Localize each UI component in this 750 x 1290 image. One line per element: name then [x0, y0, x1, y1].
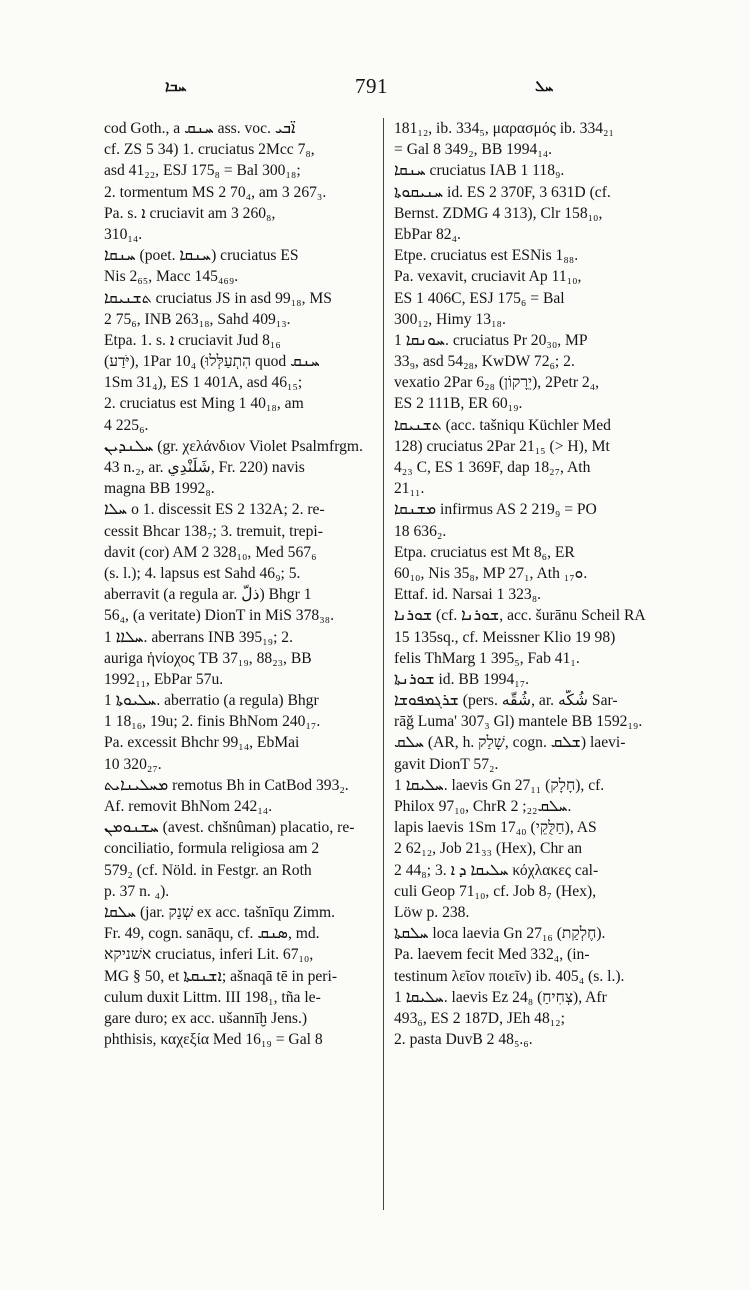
- text-line: 181₁₂, ib. 334₅, μαρασμός ib. 334₂₁: [394, 120, 614, 137]
- text-line: cod Goth., a ܚܢܩ ass. voc. ܐ̈ܒܝ: [104, 120, 296, 137]
- text-line: ܬܫܢܝܩܐ (acc. tašniqu Küchler Med: [394, 416, 611, 434]
- text-line: culi Geop 71₁₀, cf. Job 8₇ (Hex),: [394, 882, 597, 900]
- text-line: culum duxit Littm. III 198₁, tña le-: [104, 988, 321, 1006]
- text-line: 15 135sq., cf. Meissner Klio 19 98): [394, 628, 616, 646]
- text-line: 493₆, ES 2 187D, JEh 48₁₂;: [394, 1009, 565, 1027]
- text-line: asd 41₂₂, ESJ 175₈ = Bal 300₁₈;: [104, 162, 301, 180]
- text-line: testinum λεῖον ποιεῖν) ib. 405₄ (s. l.).: [394, 967, 625, 985]
- text-line: p. 37 n. ₄).: [104, 882, 170, 900]
- text-line: Pa. excessit Bhchr 99₁₄, EbMai: [104, 734, 300, 752]
- text-line: Pa. s. ܐ cruciavit am 3 260₈,: [104, 204, 276, 222]
- text-line: rāğ Luma' 307₃ Gl) mantele BB 1592₁₉.: [394, 713, 643, 731]
- text-line: ES 1 406C, ESJ 175₆ = Bal: [394, 289, 565, 307]
- text-line: cf. ZS 5 34) 1. cruciatus 2Mcc 7₈,: [104, 141, 315, 159]
- text-line: Af. removit BhNom 242₁₄.: [104, 798, 273, 815]
- running-head-left: ܚܒܐ: [165, 79, 187, 95]
- text-line: phthisis, καχεξία Med 16₁₉ = Gal 8: [104, 1031, 323, 1049]
- text-line: 2. tormentum MS 2 70₄, am 3 267₃.: [104, 183, 327, 201]
- text-line: 2. cruciatus est Ming 1 40₁₈, am: [104, 395, 304, 413]
- text-line: ܚܠܐܐ 1. aberrans INB 395₁₉; 2.: [104, 628, 293, 646]
- text-line: aberravit (a regula ar. ذلّ) Bhgr 1: [104, 586, 312, 604]
- text-line: Nis 2₆₅, Macc 145₄₆₉.: [104, 268, 239, 286]
- text-line: auriga ἡνίοχος TB 37₁₉, 88₂₃, BB: [104, 649, 312, 667]
- text-line: Pa. laevem fecit Med 332₄, (in-: [394, 946, 590, 964]
- text-line: ܚܠܩ (AR, h. שָׁלַק, cogn. ܫܠܩ) laevi-: [394, 734, 626, 752]
- text-line: ܚܢܩܐ (poet. ܚܢܩܐ) cruciatus ES: [104, 247, 299, 265]
- text-line: 33₉, asd 54₂₈, KwDW 72₆; 2.: [394, 353, 575, 371]
- text-line: Philox 97₁₀, ChrR ܚܠܩ₂₂; 2.: [394, 798, 572, 815]
- text-line: felis ThMarg 1 395₅, Fab 41₁.: [394, 649, 580, 667]
- text-line: 310₁₄.: [104, 225, 143, 243]
- text-line: 2. pasta DuvB 2 48₅.₆.: [394, 1031, 533, 1049]
- text-line: 4 225₆.: [104, 416, 149, 434]
- text-line: ܚܢܩܐ cruciatus IAB 1 118₉.: [394, 162, 565, 180]
- text-line: ܚܠܢܕܝܢ (gr. χελάνδιον Violet Psalmfrgm.: [104, 437, 363, 455]
- text-line: conciliatio, formula religiosa am 2: [104, 840, 320, 858]
- text-line: (יֹּדַע), 1Par 10₄ (הִתְעַלְּלוּ quod ܚܢܩ: [104, 353, 320, 371]
- text-line: ܚܠܩܐ (jar. שְׁנַק ex acc. tašnīqu Zimm.: [104, 903, 336, 921]
- text-line: gare duro; ex acc. ušannīḫ Jens.): [104, 1009, 308, 1027]
- text-line: 60₁₀, Nis 35₈, MP 27₁, Ath ܘ₁₇.: [394, 564, 588, 582]
- text-line: ܚܠܐ o 1. discessit ES 2 132A; 2. re-: [104, 501, 325, 519]
- text-line: ܚܫܢܘܡܢ (avest. chšnûman) placatio, re-: [104, 819, 355, 837]
- text-line: vexatio 2Par 6₂₈ (יֵרָקוֹן), 2Petr 2₄,: [394, 374, 600, 392]
- page-number: 791: [355, 74, 388, 98]
- right-column: [394, 118, 654, 1050]
- text-line: MG § 50, et ܐܫܢܩܬܐ; ašnaqā tē in peri-: [104, 967, 338, 985]
- text-line: lapis laevis 1Sm 17₄₀ (חַלֻּקֵי), AS: [394, 819, 597, 837]
- text-line: 43 n.₂, ar. شَلَنْدِي, Fr. 220) navis: [104, 459, 305, 476]
- text-line: Etpa. cruciatus est Mt 8₆, ER: [394, 543, 575, 561]
- text-line: ܡܫܢܩܐ infirmus AS 2 219₉ = PO: [394, 501, 597, 519]
- text-line: ܚܘܢܩܐ 1. cruciatus Pr 20₃₀, MP: [394, 331, 588, 349]
- text-line: 56₄, (a veritate) DionT in MiS 378₃₈.: [104, 607, 334, 625]
- text-line: Pa. vexavit, cruciavit Ap 11₁₀,: [394, 268, 582, 286]
- text-line: 579₂ (cf. Nöld. in Festgr. an Roth: [104, 861, 312, 879]
- text-line: אשׁניקא cruciatus, inferi Lit. 67₁₀,: [104, 946, 314, 964]
- text-line: 2 44₈; 3. ܚܠܝܩܐ ܕ ܐ κόχλακες cal-: [394, 861, 599, 879]
- text-line: Etpe. cruciatus est ESNis 1₈₈.: [394, 247, 579, 265]
- text-line: (s. l.); 4. lapsus est Sahd 46₉; 5.: [104, 564, 301, 582]
- text-line: ܚܢܝܩܘܬܐ id. ES 2 370F, 3 631D (cf.: [394, 183, 611, 201]
- text-line: ܚܠܝܩܐ 1. laevis Gn 27₁₁ (חָלָק), cf.: [394, 776, 605, 794]
- page-header: [0, 74, 750, 102]
- text-line: ES 2 111B, ER 60₁₉.: [394, 395, 523, 413]
- text-line: Etpa. 1. s. ܐ cruciavit Jud 8₁₆: [104, 331, 281, 349]
- text-line: 10 320₂₇.: [104, 755, 162, 773]
- text-line: ܚܠܝܘܬܐ 1. aberratio (a regula) Bhgr: [104, 692, 319, 710]
- text-line: Ettaf. id. Narsai 1 323₈.: [394, 586, 542, 604]
- text-line: gavit DionT 57₂.: [394, 755, 499, 773]
- text-line: ܡܚܠܝܢܐܝܬ remotus Bh in CatBod 393₂.: [104, 776, 349, 794]
- text-line: 1992₁₁, EbPar 57u.: [104, 670, 224, 688]
- text-line: Löw p. 238.: [394, 903, 470, 921]
- text-line: cessit Bhcar 138₇; 3. tremuit, trepi-: [104, 522, 323, 540]
- text-line: Bernst. ZDMG 4 313), Clr 158₁₀,: [394, 204, 603, 222]
- text-line: ܚܠܩܬܐ loca laevia Gn 27₁₆ (חֶלְקַת).: [394, 925, 606, 943]
- text-line: 2 62₁₂, Job 21₃₃ (Hex), Chr an: [394, 840, 583, 858]
- text-line: 300₁₂, Himy 13₁₈.: [394, 310, 506, 328]
- running-head-right: ܚܠ: [535, 79, 554, 95]
- text-line: 2 75₆, INB 263₁₈, Sahd 409₁₃.: [104, 310, 291, 328]
- text-line: 1 18₁₆, 19u; 2. finis BhNom 240₁₇.: [104, 713, 321, 731]
- text-line: 128) cruciatus 2Par 21₁₅ (> H), Mt: [394, 437, 610, 455]
- text-line: 18 636₂.: [394, 522, 447, 540]
- text-line: magna BB 1992₈.: [104, 480, 215, 498]
- text-line: davit (cor) AM 2 328₁₀, Med 567₆: [104, 543, 317, 561]
- text-line: 21₁₁.: [394, 480, 425, 498]
- text-line: ܫܘܪܢܐ (cf. ܫܘܪܢܐ, acc. šurānu Scheil RA: [394, 607, 646, 625]
- column-divider: [383, 118, 384, 1210]
- text-line: Fr. 49, cogn. sanāqu, cf. ܣܢܩ, md.: [104, 925, 320, 943]
- text-line: 4₂₃ C, ES 1 369F, dap 18₂₇, Ath: [394, 459, 591, 476]
- text-line: ܬܫܢܝܩܐ cruciatus JS in asd 99₁₈, MS: [104, 289, 332, 307]
- text-line: ܚܠܝܩܐ 1. laevis Ez 24₈ (צְחִיחַ), Afr: [394, 988, 607, 1006]
- left-column: [104, 118, 378, 1050]
- text-line: ܫܪܓܡܦܘܫܐ (pers. شُقّه, ar. شُكّه Sar-: [394, 692, 618, 710]
- text-line: ܫܘܪܢܬܐ id. BB 1994₁₇.: [394, 670, 530, 688]
- text-line: = Gal 8 349₂, BB 1994₁₄.: [394, 141, 553, 159]
- text-line: 1Sm 31₄), ES 1 401A, asd 46₁₅;: [104, 374, 303, 392]
- text-line: EbPar 82₄.: [394, 225, 461, 243]
